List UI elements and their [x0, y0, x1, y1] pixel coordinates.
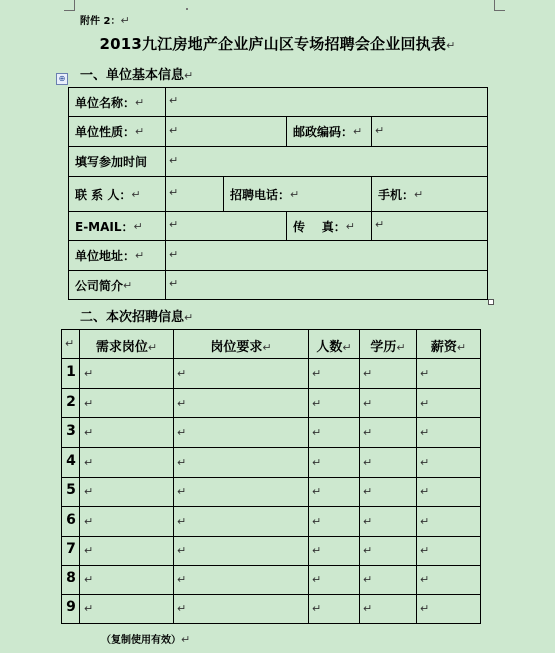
cell-salary[interactable]: ↵	[420, 602, 430, 615]
input-company-type[interactable]: ↵	[169, 124, 179, 137]
cell-headcount[interactable]: ↵	[312, 544, 322, 557]
section-recruit-info-title: 二、本次招聘信息↵	[80, 310, 194, 325]
input-fax[interactable]: ↵	[375, 218, 385, 231]
row-number: 2	[66, 394, 76, 410]
footer-note: （复制使用有效）↵	[101, 633, 191, 646]
row-number: 3	[66, 423, 76, 439]
label-company-name: 单位名称： ↵	[75, 95, 145, 110]
document-title: 2013九江房地产企业庐山区专场招聘会企业回执表↵	[99, 35, 456, 53]
cell-salary[interactable]: ↵	[420, 367, 430, 380]
label-company-intro: 公司简介 ↵	[75, 278, 133, 293]
cell-salary[interactable]: ↵	[420, 515, 430, 528]
cell-headcount[interactable]: ↵	[312, 602, 322, 615]
label-address: 单位地址： ↵	[75, 249, 145, 263]
header-requirement: 岗位要求↵	[210, 340, 272, 355]
cell-headcount[interactable]: ↵	[312, 573, 322, 586]
cell-requirement[interactable]: ↵	[177, 544, 187, 557]
input-postal-code[interactable]: ↵	[375, 124, 385, 137]
label-company-type: 单位性质： ↵	[75, 125, 145, 139]
cell-position[interactable]: ↵	[84, 544, 94, 557]
cell-salary[interactable]: ↵	[420, 485, 430, 498]
input-attendance-time[interactable]: ↵	[169, 154, 179, 167]
header-salary: 薪资↵	[430, 340, 467, 355]
cell-requirement[interactable]: ↵	[177, 397, 187, 410]
cell-requirement[interactable]: ↵	[177, 426, 187, 439]
row-number: 6	[66, 512, 76, 528]
label-contact-person: 联 系 人： ↵	[75, 187, 141, 202]
input-contact-person[interactable]: ↵	[169, 186, 179, 199]
cell-education[interactable]: ↵	[363, 426, 373, 439]
cell-headcount[interactable]: ↵	[312, 367, 322, 380]
cell-requirement[interactable]: ↵	[177, 515, 187, 528]
cell-education[interactable]: ↵	[363, 397, 373, 410]
cell-headcount[interactable]: ↵	[312, 397, 322, 410]
cell-position[interactable]: ↵	[84, 426, 94, 439]
cell-education[interactable]: ↵	[363, 367, 373, 380]
cell-requirement[interactable]: ↵	[177, 602, 187, 615]
cell-position[interactable]: ↵	[84, 573, 94, 586]
page-corner-mark	[64, 0, 75, 11]
section-basic-info-title: 一、单位基本信息↵	[80, 68, 194, 83]
cell-headcount[interactable]: ↵	[312, 426, 322, 439]
input-company-name[interactable]: ↵	[169, 94, 179, 107]
table-resize-handle[interactable]	[488, 299, 494, 305]
cell-position[interactable]: ↵	[84, 456, 94, 469]
ruler-dot	[186, 8, 188, 10]
label-postal-code: 邮政编码： ↵	[293, 125, 363, 139]
header-headcount: 人数↵	[316, 340, 352, 355]
row-number: 4	[66, 453, 76, 469]
cell-education[interactable]: ↵	[363, 515, 373, 528]
input-email[interactable]: ↵	[169, 218, 179, 231]
cell-headcount[interactable]: ↵	[312, 456, 322, 469]
row-number: 9	[66, 599, 76, 615]
cell-position[interactable]: ↵	[84, 367, 94, 380]
page-corner-mark	[494, 0, 505, 11]
cell-requirement[interactable]: ↵	[177, 573, 187, 586]
cell-salary[interactable]: ↵	[420, 397, 430, 410]
cell-headcount[interactable]: ↵	[312, 485, 322, 498]
cell-salary[interactable]: ↵	[420, 544, 430, 557]
header-education: 学历↵	[370, 340, 406, 355]
cell-education[interactable]: ↵	[363, 544, 373, 557]
cell-position[interactable]: ↵	[84, 485, 94, 498]
cell-position[interactable]: ↵	[84, 602, 94, 615]
cell-headcount[interactable]: ↵	[312, 515, 322, 528]
label-fax: 传 真： ↵	[293, 219, 355, 234]
row-number: 8	[66, 570, 76, 586]
cell-salary[interactable]: ↵	[420, 573, 430, 586]
input-company-intro[interactable]: ↵	[169, 277, 179, 290]
label-mobile: 手机： ↵	[378, 187, 424, 202]
cell-salary[interactable]: ↵	[420, 456, 430, 469]
cell-education[interactable]: ↵	[363, 573, 373, 586]
input-address[interactable]: ↵	[169, 248, 179, 261]
row-number: 7	[66, 541, 76, 557]
header-position: 需求岗位↵	[95, 340, 158, 355]
cell-education[interactable]: ↵	[363, 485, 373, 498]
cell-position[interactable]: ↵	[84, 397, 94, 410]
table-move-handle-icon[interactable]: ⊕	[56, 73, 68, 85]
cell-requirement[interactable]: ↵	[177, 456, 187, 469]
cell-requirement[interactable]: ↵	[177, 485, 187, 498]
row-number: 1	[66, 364, 76, 380]
label-recruit-phone: 招聘电话： ↵	[230, 187, 300, 202]
row-number: 5	[66, 482, 76, 498]
label-email: E-MAIL： ↵	[75, 219, 143, 234]
cell-education[interactable]: ↵	[363, 602, 373, 615]
cell-education[interactable]: ↵	[363, 456, 373, 469]
header-corner-mark: ↵	[65, 337, 75, 350]
attachment-label: 附件 2：↵	[80, 14, 130, 27]
label-attendance-time: 填写参加时间	[75, 155, 148, 169]
cell-salary[interactable]: ↵	[420, 426, 430, 439]
cell-requirement[interactable]: ↵	[177, 367, 187, 380]
cell-position[interactable]: ↵	[84, 515, 94, 528]
